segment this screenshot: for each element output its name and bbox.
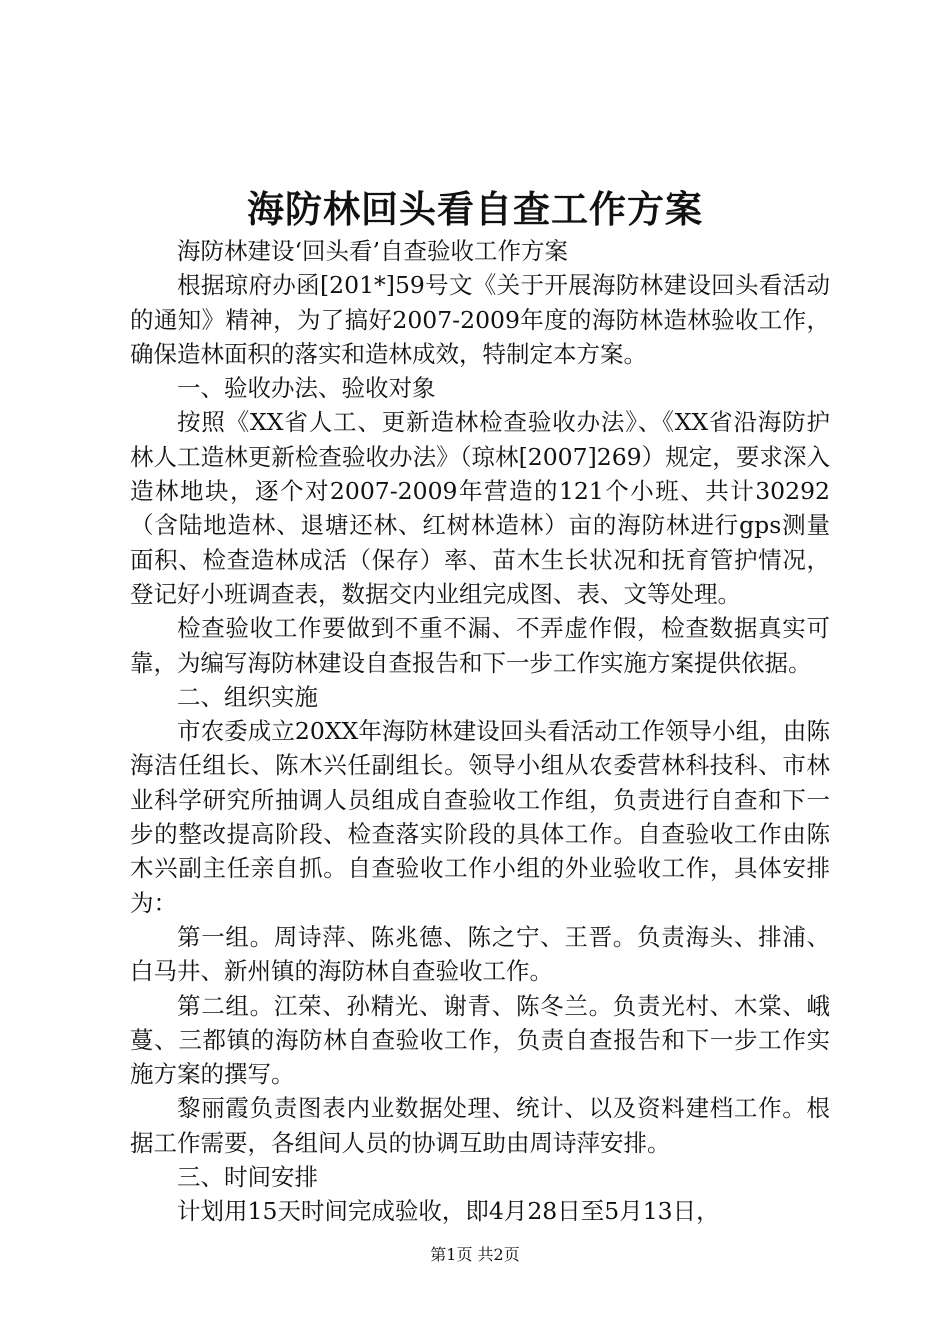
section-heading-1: 一、验收办法、验收对象	[177, 374, 436, 403]
document-body	[130, 234, 830, 1229]
document-title: 海防林回头看自查工作方案	[247, 187, 703, 231]
page-footer: 第1页 共2页	[430, 1245, 520, 1264]
body-paragraph: 按照《XX省人工、更新造林检查验收办法》、《XX省沿海防护林人工造林更新检查验收办法》（琼林[2007]269）规定，要求深入造林地块，逐个对2007-2009年营造的121个小班、共计30292（含陆地造林、退塘还林、红树林造林）亩的海防林进行gps测量面积、检查造林成活（保存）率、苗木生长状况和抚育管护情况，登记好小班调查表，数据交内业组完成图、表、文等处理。	[130, 408, 830, 608]
body-paragraph: 市农委成立20XX年海防林建设回头看活动工作领导小组，由陈海洁任组长、陈木兴任副组长。领导小组从农委营林科技科、市林业科学研究所抽调人员组成自查验收工作组，负责进行自查和下一步的整改提高阶段、检查落实阶段的具体工作。自查验收工作由陈木兴副主任亲自抓。自查验收工作小组的外业验收工作，具体安排为：	[130, 717, 830, 917]
body-paragraph: 第一组。周诗萍、陈兆德、陈之宁、王晋。负责海头、排浦、白马井、新州镇的海防林自查验收工作。	[130, 922, 830, 986]
section-heading-2: 二、组织实施	[177, 682, 318, 711]
body-paragraph: 第二组。江荣、孙精光、谢青、陈冬兰。负责光村、木棠、峨蔓、三都镇的海防林自查验收工作，负责自查报告和下一步工作实施方案的撰写。	[130, 991, 830, 1089]
body-paragraph: 检查验收工作要做到不重不漏、不弄虚作假，检查数据真实可靠，为编写海防林建设自查报告和下一步工作实施方案提供依据。	[130, 614, 830, 677]
subtitle-paragraph: 海防林建设‘回头看’自查验收工作方案	[177, 237, 568, 265]
section-heading-3: 三、时间安排	[177, 1163, 318, 1192]
body-paragraph: 黎丽霞负责图表内业数据处理、统计、以及资料建档工作。根据工作需要，各组间人员的协调互助由周诗萍安排。	[130, 1094, 830, 1157]
intro-paragraph: 根据琼府办函[201*]59号文《关于开展海防林建设回头看活动的通知》精神，为了搞好2007-2009年度的海防林造林验收工作，确保造林面积的落实和造林成效，特制定本方案。	[130, 271, 830, 368]
body-paragraph: 计划用15天时间完成验收，即4月28日至5月13日，	[177, 1197, 720, 1226]
